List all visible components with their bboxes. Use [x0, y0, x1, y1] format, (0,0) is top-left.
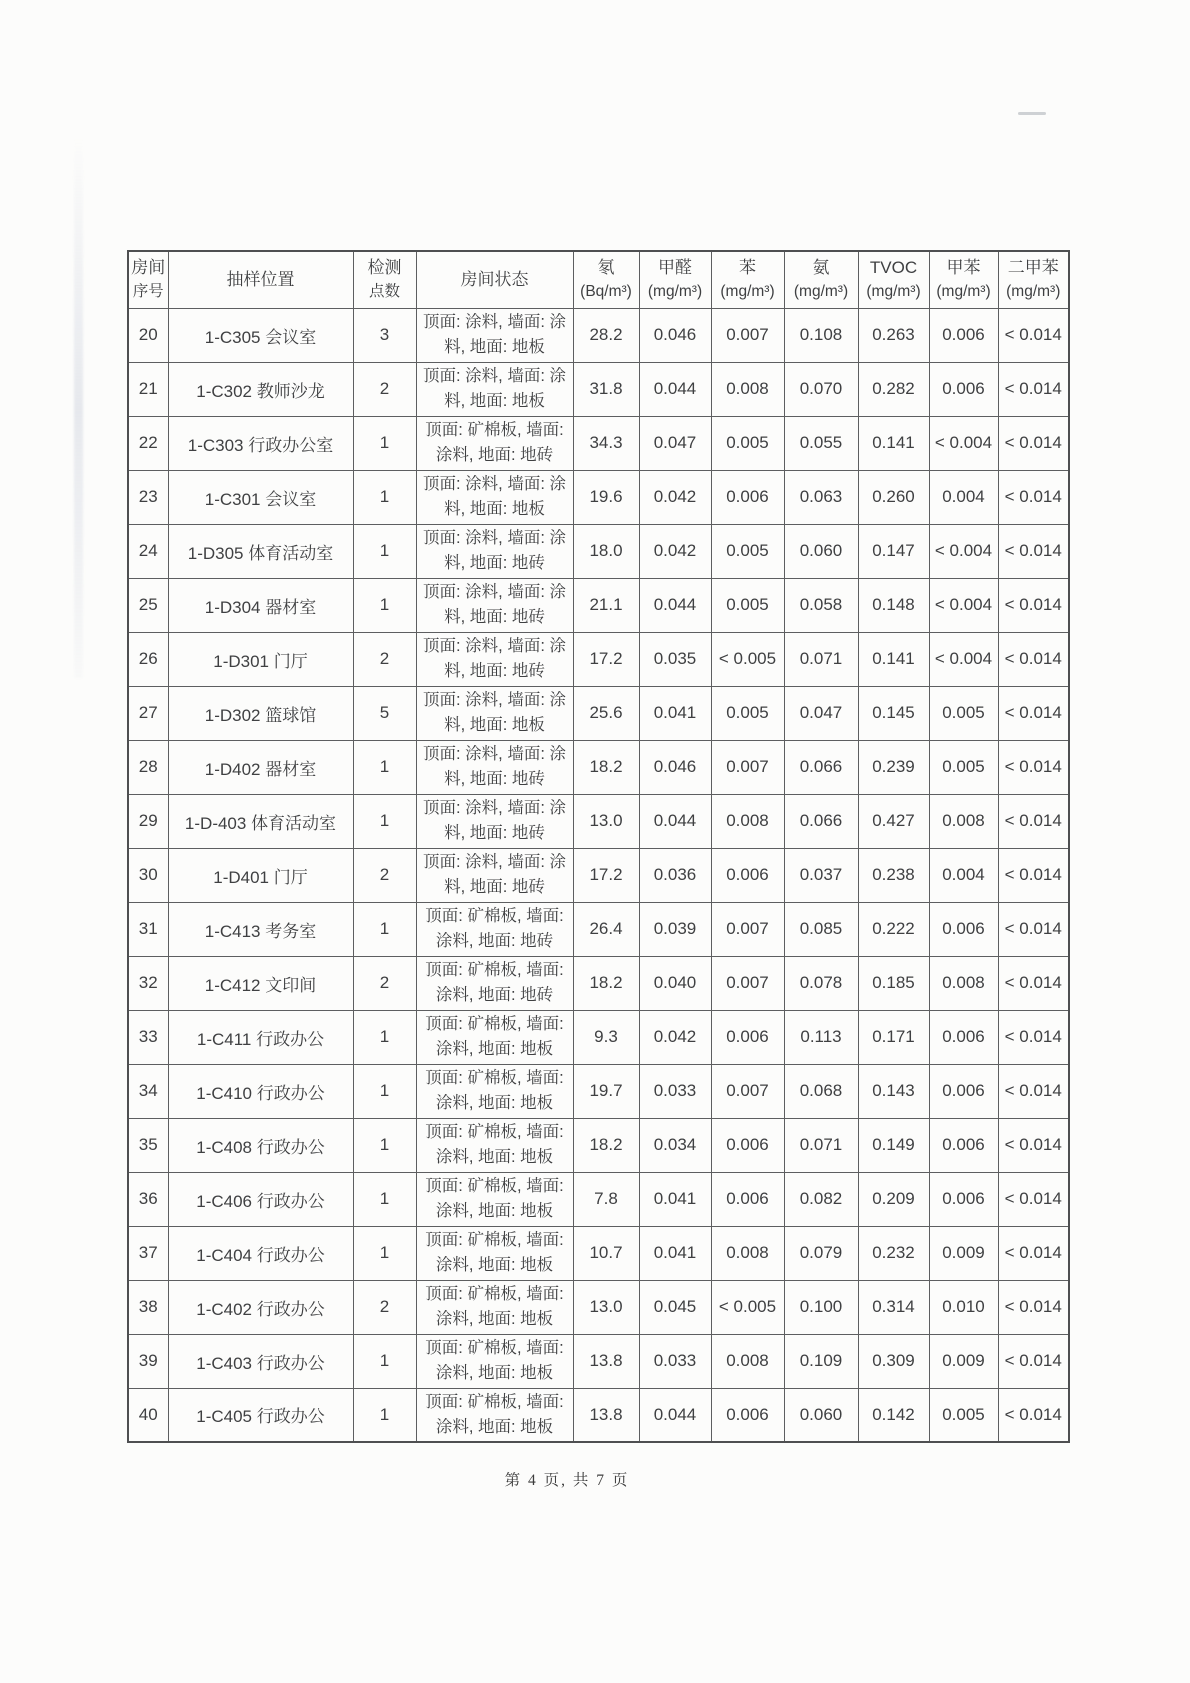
cell-benzene: < 0.005 — [711, 632, 784, 686]
cell-radon: 18.2 — [573, 740, 639, 794]
cell-no: 27 — [128, 686, 168, 740]
cell-xylene: < 0.014 — [998, 578, 1069, 632]
cell-tvoc: 0.260 — [858, 470, 929, 524]
cell-condition: 顶面: 矿棉板, 墙面: 涂料, 地面: 地板 — [416, 1388, 573, 1442]
cell-toluene: 0.006 — [929, 1010, 998, 1064]
cell-tvoc: 0.148 — [858, 578, 929, 632]
cell-xylene: < 0.014 — [998, 416, 1069, 470]
cell-formaldehyde: 0.044 — [639, 362, 711, 416]
cell-condition: 顶面: 涂料, 墙面: 涂料, 地面: 地板 — [416, 686, 573, 740]
table-row — [128, 416, 1069, 470]
cell-ammonia: 0.085 — [784, 902, 858, 956]
cell-radon: 31.8 — [573, 362, 639, 416]
cell-toluene: 0.006 — [929, 308, 998, 362]
cell-xylene: < 0.014 — [998, 1334, 1069, 1388]
cell-formaldehyde: 0.041 — [639, 1172, 711, 1226]
table-row — [128, 308, 1069, 362]
cell-xylene: < 0.014 — [998, 524, 1069, 578]
cell-location: 1-D302 篮球馆 — [168, 686, 353, 740]
cell-points: 1 — [353, 740, 416, 794]
cell-radon: 17.2 — [573, 632, 639, 686]
cell-location: 1-C410 行政办公 — [168, 1064, 353, 1118]
header-row — [128, 251, 1069, 308]
cell-points: 1 — [353, 1172, 416, 1226]
cell-points: 1 — [353, 1388, 416, 1442]
cell-condition: 顶面: 矿棉板, 墙面: 涂料, 地面: 地砖 — [416, 956, 573, 1010]
cell-xylene: < 0.014 — [998, 308, 1069, 362]
cell-toluene: 0.005 — [929, 1388, 998, 1442]
cell-tvoc: 0.209 — [858, 1172, 929, 1226]
cell-toluene: 0.006 — [929, 1064, 998, 1118]
cell-no: 20 — [128, 308, 168, 362]
cell-no: 31 — [128, 902, 168, 956]
cell-condition: 顶面: 矿棉板, 墙面: 涂料, 地面: 地板 — [416, 1280, 573, 1334]
cell-points: 2 — [353, 632, 416, 686]
cell-tvoc: 0.238 — [858, 848, 929, 902]
cell-condition: 顶面: 涂料, 墙面: 涂料, 地面: 地砖 — [416, 632, 573, 686]
cell-ammonia: 0.068 — [784, 1064, 858, 1118]
cell-tvoc: 0.147 — [858, 524, 929, 578]
table-row — [128, 578, 1069, 632]
cell-ammonia: 0.071 — [784, 632, 858, 686]
cell-benzene: 0.007 — [711, 308, 784, 362]
cell-tvoc: 0.142 — [858, 1388, 929, 1442]
cell-no: 35 — [128, 1118, 168, 1172]
cell-location: 1-C305 会议室 — [168, 308, 353, 362]
cell-benzene: 0.008 — [711, 1334, 784, 1388]
cell-condition: 顶面: 矿棉板, 墙面: 涂料, 地面: 地板 — [416, 1226, 573, 1280]
cell-formaldehyde: 0.044 — [639, 578, 711, 632]
table-row — [128, 848, 1069, 902]
cell-ammonia: 0.108 — [784, 308, 858, 362]
cell-xylene: < 0.014 — [998, 1010, 1069, 1064]
cell-points: 1 — [353, 1010, 416, 1064]
cell-condition: 顶面: 涂料, 墙面: 涂料, 地面: 地砖 — [416, 740, 573, 794]
cell-points: 2 — [353, 1280, 416, 1334]
cell-condition: 顶面: 涂料, 墙面: 涂料, 地面: 地砖 — [416, 524, 573, 578]
cell-xylene: < 0.014 — [998, 848, 1069, 902]
cell-points: 5 — [353, 686, 416, 740]
cell-formaldehyde: 0.042 — [639, 470, 711, 524]
cell-xylene: < 0.014 — [998, 470, 1069, 524]
cell-toluene: 0.009 — [929, 1334, 998, 1388]
cell-ammonia: 0.113 — [784, 1010, 858, 1064]
cell-ammonia: 0.066 — [784, 740, 858, 794]
cell-points: 2 — [353, 362, 416, 416]
cell-condition: 顶面: 矿棉板, 墙面: 涂料, 地面: 地板 — [416, 1172, 573, 1226]
cell-formaldehyde: 0.044 — [639, 794, 711, 848]
cell-radon: 18.2 — [573, 956, 639, 1010]
cell-no: 32 — [128, 956, 168, 1010]
cell-benzene: 0.008 — [711, 794, 784, 848]
cell-xylene: < 0.014 — [998, 686, 1069, 740]
cell-tvoc: 0.145 — [858, 686, 929, 740]
col-header-ammonia: 氨 (mg/m³) — [784, 251, 858, 308]
table-row — [128, 1010, 1069, 1064]
col-header-points: 检测 点数 — [353, 251, 416, 308]
cell-location: 1-C404 行政办公 — [168, 1226, 353, 1280]
cell-no: 39 — [128, 1334, 168, 1388]
cell-ammonia: 0.066 — [784, 794, 858, 848]
cell-formaldehyde: 0.033 — [639, 1064, 711, 1118]
cell-ammonia: 0.071 — [784, 1118, 858, 1172]
cell-xylene: < 0.014 — [998, 956, 1069, 1010]
cell-radon: 7.8 — [573, 1172, 639, 1226]
cell-location: 1-C301 会议室 — [168, 470, 353, 524]
page-number-footer: 第 4 页, 共 7 页 — [504, 1472, 630, 1489]
cell-tvoc: 0.232 — [858, 1226, 929, 1280]
cell-formaldehyde: 0.046 — [639, 308, 711, 362]
cell-condition: 顶面: 矿棉板, 墙面: 涂料, 地面: 地砖 — [416, 416, 573, 470]
cell-benzene: 0.007 — [711, 956, 784, 1010]
cell-toluene: 0.004 — [929, 470, 998, 524]
cell-no: 30 — [128, 848, 168, 902]
cell-ammonia: 0.063 — [784, 470, 858, 524]
col-header-xylene: 二甲苯 (mg/m³) — [998, 251, 1069, 308]
cell-no: 29 — [128, 794, 168, 848]
cell-points: 1 — [353, 902, 416, 956]
cell-radon: 9.3 — [573, 1010, 639, 1064]
table-row — [128, 362, 1069, 416]
cell-no: 23 — [128, 470, 168, 524]
cell-xylene: < 0.014 — [998, 632, 1069, 686]
cell-location: 1-C411 行政办公 — [168, 1010, 353, 1064]
scan-artifact-left-edge — [74, 138, 83, 678]
table-row — [128, 1226, 1069, 1280]
cell-benzene: 0.005 — [711, 686, 784, 740]
cell-formaldehyde: 0.044 — [639, 1388, 711, 1442]
cell-location: 1-D-403 体育活动室 — [168, 794, 353, 848]
cell-ammonia: 0.100 — [784, 1280, 858, 1334]
cell-benzene: 0.006 — [711, 470, 784, 524]
table-row — [128, 1172, 1069, 1226]
cell-ammonia: 0.078 — [784, 956, 858, 1010]
table-row — [128, 524, 1069, 578]
cell-condition: 顶面: 涂料, 墙面: 涂料, 地面: 地板 — [416, 362, 573, 416]
cell-points: 1 — [353, 578, 416, 632]
cell-benzene: 0.008 — [711, 362, 784, 416]
cell-location: 1-D304 器材室 — [168, 578, 353, 632]
cell-benzene: 0.005 — [711, 524, 784, 578]
cell-condition: 顶面: 矿棉板, 墙面: 涂料, 地面: 地砖 — [416, 902, 573, 956]
table-header — [128, 251, 1069, 308]
cell-toluene: 0.008 — [929, 956, 998, 1010]
cell-location: 1-C302 教师沙龙 — [168, 362, 353, 416]
cell-points: 2 — [353, 848, 416, 902]
cell-formaldehyde: 0.042 — [639, 524, 711, 578]
cell-no: 34 — [128, 1064, 168, 1118]
cell-tvoc: 0.171 — [858, 1010, 929, 1064]
cell-location: 1-C303 行政办公室 — [168, 416, 353, 470]
cell-toluene: < 0.004 — [929, 578, 998, 632]
cell-points: 1 — [353, 524, 416, 578]
cell-tvoc: 0.263 — [858, 308, 929, 362]
table-row — [128, 1334, 1069, 1388]
cell-no: 36 — [128, 1172, 168, 1226]
cell-xylene: < 0.014 — [998, 1226, 1069, 1280]
cell-toluene: 0.006 — [929, 1172, 998, 1226]
cell-location: 1-D301 门厅 — [168, 632, 353, 686]
cell-tvoc: 0.141 — [858, 416, 929, 470]
cell-location: 1-C402 行政办公 — [168, 1280, 353, 1334]
cell-condition: 顶面: 矿棉板, 墙面: 涂料, 地面: 地板 — [416, 1064, 573, 1118]
cell-no: 22 — [128, 416, 168, 470]
cell-no: 33 — [128, 1010, 168, 1064]
cell-location: 1-C403 行政办公 — [168, 1334, 353, 1388]
cell-benzene: 0.006 — [711, 848, 784, 902]
cell-condition: 顶面: 矿棉板, 墙面: 涂料, 地面: 地板 — [416, 1334, 573, 1388]
cell-condition: 顶面: 涂料, 墙面: 涂料, 地面: 地砖 — [416, 848, 573, 902]
cell-condition: 顶面: 矿棉板, 墙面: 涂料, 地面: 地板 — [416, 1118, 573, 1172]
cell-location: 1-C412 文印间 — [168, 956, 353, 1010]
col-header-radon: 氡 (Bq/m³) — [573, 251, 639, 308]
cell-toluene: 0.004 — [929, 848, 998, 902]
cell-toluene: 0.010 — [929, 1280, 998, 1334]
cell-tvoc: 0.149 — [858, 1118, 929, 1172]
cell-benzene: 0.008 — [711, 1226, 784, 1280]
col-header-tvoc: TVOC (mg/m³) — [858, 251, 929, 308]
cell-radon: 18.2 — [573, 1118, 639, 1172]
cell-points: 1 — [353, 1334, 416, 1388]
cell-ammonia: 0.055 — [784, 416, 858, 470]
cell-radon: 26.4 — [573, 902, 639, 956]
cell-points: 1 — [353, 470, 416, 524]
cell-location: 1-C406 行政办公 — [168, 1172, 353, 1226]
cell-radon: 13.0 — [573, 794, 639, 848]
cell-points: 3 — [353, 308, 416, 362]
cell-benzene: 0.005 — [711, 578, 784, 632]
cell-xylene: < 0.014 — [998, 740, 1069, 794]
cell-tvoc: 0.309 — [858, 1334, 929, 1388]
cell-radon: 21.1 — [573, 578, 639, 632]
cell-tvoc: 0.185 — [858, 956, 929, 1010]
cell-toluene: 0.006 — [929, 902, 998, 956]
cell-formaldehyde: 0.039 — [639, 902, 711, 956]
cell-formaldehyde: 0.045 — [639, 1280, 711, 1334]
table-row — [128, 1280, 1069, 1334]
cell-no: 26 — [128, 632, 168, 686]
table-row — [128, 794, 1069, 848]
cell-no: 38 — [128, 1280, 168, 1334]
col-header-condition: 房间状态 — [416, 251, 573, 308]
cell-formaldehyde: 0.035 — [639, 632, 711, 686]
cell-formaldehyde: 0.041 — [639, 1226, 711, 1280]
cell-benzene: 0.007 — [711, 1064, 784, 1118]
cell-location: 1-D305 体育活动室 — [168, 524, 353, 578]
cell-ammonia: 0.037 — [784, 848, 858, 902]
cell-ammonia: 0.060 — [784, 1388, 858, 1442]
cell-condition: 顶面: 涂料, 墙面: 涂料, 地面: 地砖 — [416, 578, 573, 632]
cell-location: 1-C408 行政办公 — [168, 1118, 353, 1172]
cell-tvoc: 0.141 — [858, 632, 929, 686]
cell-no: 25 — [128, 578, 168, 632]
cell-no: 24 — [128, 524, 168, 578]
cell-xylene: < 0.014 — [998, 1388, 1069, 1442]
cell-ammonia: 0.058 — [784, 578, 858, 632]
cell-xylene: < 0.014 — [998, 1064, 1069, 1118]
cell-points: 2 — [353, 956, 416, 1010]
cell-ammonia: 0.047 — [784, 686, 858, 740]
cell-benzene: < 0.005 — [711, 1280, 784, 1334]
table-body — [128, 308, 1069, 1442]
air-quality-results-table — [127, 250, 1070, 1443]
table-row — [128, 632, 1069, 686]
cell-toluene: 0.008 — [929, 794, 998, 848]
cell-tvoc: 0.143 — [858, 1064, 929, 1118]
cell-points: 1 — [353, 1226, 416, 1280]
cell-xylene: < 0.014 — [998, 902, 1069, 956]
cell-no: 37 — [128, 1226, 168, 1280]
cell-radon: 17.2 — [573, 848, 639, 902]
cell-condition: 顶面: 涂料, 墙面: 涂料, 地面: 地板 — [416, 308, 573, 362]
cell-radon: 25.6 — [573, 686, 639, 740]
cell-radon: 28.2 — [573, 308, 639, 362]
table-row — [128, 1118, 1069, 1172]
cell-formaldehyde: 0.040 — [639, 956, 711, 1010]
table-row — [128, 1064, 1069, 1118]
cell-points: 1 — [353, 1064, 416, 1118]
cell-ammonia: 0.082 — [784, 1172, 858, 1226]
cell-toluene: < 0.004 — [929, 416, 998, 470]
cell-ammonia: 0.109 — [784, 1334, 858, 1388]
cell-location: 1-C413 考务室 — [168, 902, 353, 956]
cell-condition: 顶面: 矿棉板, 墙面: 涂料, 地面: 地板 — [416, 1010, 573, 1064]
cell-radon: 34.3 — [573, 416, 639, 470]
cell-tvoc: 0.427 — [858, 794, 929, 848]
cell-no: 40 — [128, 1388, 168, 1442]
cell-toluene: < 0.004 — [929, 524, 998, 578]
cell-ammonia: 0.070 — [784, 362, 858, 416]
cell-radon: 19.6 — [573, 470, 639, 524]
cell-radon: 19.7 — [573, 1064, 639, 1118]
col-header-location: 抽样位置 — [168, 251, 353, 308]
cell-benzene: 0.007 — [711, 740, 784, 794]
cell-benzene: 0.006 — [711, 1118, 784, 1172]
cell-benzene: 0.005 — [711, 416, 784, 470]
table-row — [128, 902, 1069, 956]
table-row — [128, 1388, 1069, 1442]
cell-formaldehyde: 0.041 — [639, 686, 711, 740]
cell-tvoc: 0.314 — [858, 1280, 929, 1334]
cell-xylene: < 0.014 — [998, 362, 1069, 416]
cell-benzene: 0.006 — [711, 1388, 784, 1442]
cell-formaldehyde: 0.047 — [639, 416, 711, 470]
col-header-toluene: 甲苯 (mg/m³) — [929, 251, 998, 308]
cell-no: 21 — [128, 362, 168, 416]
table-row — [128, 956, 1069, 1010]
cell-no: 28 — [128, 740, 168, 794]
cell-benzene: 0.006 — [711, 1010, 784, 1064]
cell-location: 1-D402 器材室 — [168, 740, 353, 794]
cell-xylene: < 0.014 — [998, 1280, 1069, 1334]
table-row — [128, 686, 1069, 740]
col-header-no: 房间 序号 — [128, 251, 168, 308]
cell-points: 1 — [353, 1118, 416, 1172]
cell-xylene: < 0.014 — [998, 794, 1069, 848]
col-header-formaldehyde: 甲醛 (mg/m³) — [639, 251, 711, 308]
cell-xylene: < 0.014 — [998, 1172, 1069, 1226]
scan-artifact-top-right-dash — [1018, 112, 1046, 115]
cell-tvoc: 0.222 — [858, 902, 929, 956]
cell-location: 1-C405 行政办公 — [168, 1388, 353, 1442]
cell-radon: 13.8 — [573, 1388, 639, 1442]
cell-toluene: < 0.004 — [929, 632, 998, 686]
cell-radon: 13.0 — [573, 1280, 639, 1334]
cell-radon: 10.7 — [573, 1226, 639, 1280]
cell-formaldehyde: 0.033 — [639, 1334, 711, 1388]
cell-benzene: 0.006 — [711, 1172, 784, 1226]
cell-ammonia: 0.079 — [784, 1226, 858, 1280]
cell-xylene: < 0.014 — [998, 1118, 1069, 1172]
cell-condition: 顶面: 涂料, 墙面: 涂料, 地面: 地砖 — [416, 794, 573, 848]
cell-tvoc: 0.282 — [858, 362, 929, 416]
cell-tvoc: 0.239 — [858, 740, 929, 794]
col-header-benzene: 苯 (mg/m³) — [711, 251, 784, 308]
cell-condition: 顶面: 涂料, 墙面: 涂料, 地面: 地板 — [416, 470, 573, 524]
cell-location: 1-D401 门厅 — [168, 848, 353, 902]
cell-formaldehyde: 0.034 — [639, 1118, 711, 1172]
cell-points: 1 — [353, 794, 416, 848]
cell-toluene: 0.005 — [929, 740, 998, 794]
cell-radon: 18.0 — [573, 524, 639, 578]
cell-toluene: 0.005 — [929, 686, 998, 740]
table-row — [128, 740, 1069, 794]
cell-toluene: 0.006 — [929, 1118, 998, 1172]
table-row — [128, 470, 1069, 524]
cell-formaldehyde: 0.046 — [639, 740, 711, 794]
cell-formaldehyde: 0.042 — [639, 1010, 711, 1064]
cell-toluene: 0.006 — [929, 362, 998, 416]
cell-benzene: 0.007 — [711, 902, 784, 956]
cell-toluene: 0.009 — [929, 1226, 998, 1280]
cell-ammonia: 0.060 — [784, 524, 858, 578]
cell-radon: 13.8 — [573, 1334, 639, 1388]
cell-formaldehyde: 0.036 — [639, 848, 711, 902]
cell-points: 1 — [353, 416, 416, 470]
